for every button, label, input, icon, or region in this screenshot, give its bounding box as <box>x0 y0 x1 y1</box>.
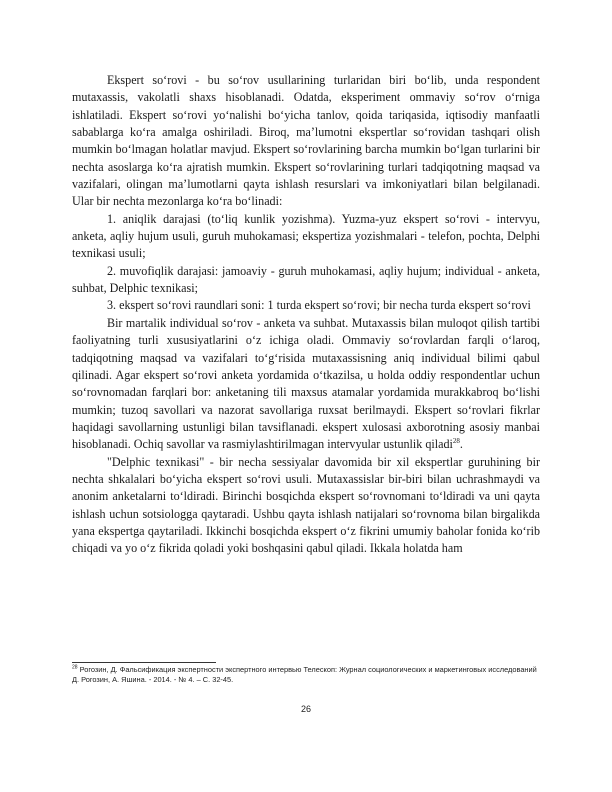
footnote-divider <box>72 662 216 663</box>
paragraph-text: Bir martalik individual so‘rov - anketa va suhbat. Mutaxassis bilan muloqot qilish tartibi faoliyatning turli xususiyatlarini o‘z ichiga oladi. Ommaviy so‘rovlardan farqli o‘laroq, tadqiqotning maqsad va vazifalari to‘g‘risida mutaxassisning aniq individual bilimi qabul qilinadi. Agar ekspert so‘rovi anketa yordamida o‘tkazilsa, u holda oddiy respondentlar uchun so‘rovnomadan farqlari bor: anketaning tili maxsus atamalar yordamida murakkabroq bo‘lishi mumkin; tuzoq savollari va nazorat savollariga ruxsat berilmaydi. Ekspert so‘rovlari fikrlar haqidagi savollarning ustunligi bilan tavsiflanadi. ekspert xulosasi axborotning asosiy manbai hisoblanadi. Ochiq savollar va rasmiylashtirilmagan intervyular ustunlik qiladi <box>72 315 540 452</box>
paragraph-end: . <box>459 437 463 452</box>
page-body <box>72 72 540 558</box>
footnote <box>72 665 540 686</box>
paragraph-expert-survey: Ekspert so‘rovi - bu so‘rov usullarining turlaridan biri bo‘lib, unda respondent mutaxassis, vakolatli shaxs hisoblanadi. Odatda, eksperiment ommaviy so‘rov o‘rniga ishlatiladi. Ekspert so‘rovi yo‘nalishi bo‘yicha tanlov, qoida tariqasida, iqtisodiy manfaatli sabablarga ko‘ra amalga oshiriladi. Biroq, ma’lumotni ekspertlar so‘rovidan tashqari olish mumkin bo‘lmagan holatlar mavjud. Ekspert so‘rovlarining barcha mumkin bo‘lgan turlarini bir nechta asoslarga ko‘ra ajratish mumkin. Ekspert so‘rovlarining turlari tadqiqotning maqsad va vazifalari, olingan ma’lumotlarni qayta ishlash resurslari va imkoniyatlari bilan belgilanadi. Ular bir nechta mezonlarga ko‘ra bo‘linadi: <box>72 73 540 209</box>
footnote-ref[interactable]: 28 <box>452 437 460 446</box>
footnote-number: 28 <box>72 664 78 671</box>
list-item-1: 1. aniqlik darajasi (to‘liq kunlik yozishma). Yuzma-yuz ekspert so‘rovi - intervyu, anketa, aqliy hujum usuli, guruh muhokamasi; ekspertiza yozishmalari - telefon, pochta, Delphi texnikasi usuli; <box>72 211 540 261</box>
footnote-text: Рогозин, Д. Фальсификация экспертности экспертного интервью Телескоп: Журнал социологических и маркетинговых исследований Д. Рогозин, А. Яшина. - 2014. - № 4. – С. 32-45. <box>72 665 537 685</box>
paragraph-individual-survey <box>72 315 540 454</box>
list-item-2: 2. muvofiqlik darajasi: jamoaviy - guruh muhokamasi, aqliy hujum; individual - anketa, suhbat, Delphic texnikasi; <box>72 263 540 296</box>
page-number: 26 <box>300 704 311 714</box>
list-item-3: 3. ekspert so‘rovi raundlari soni: 1 turda ekspert so‘rovi; bir necha turda ekspert so‘rovi <box>107 298 531 313</box>
paragraph-delphic: "Delphic texnikasi" - bir necha sessiyalar davomida bir xil ekspertlar guruhining bir nechta shkalalari bo‘yicha ekspert so‘rovi usuli. Mutaxassislar bir-biri bilan uchrashmaydi va anonim anketalarni to‘ldiradi. Birinchi bosqichda ekspert so‘rovnomani to‘ldiradi va uni qayta ishlash uchun sotsiologga qaytaradi. Ushbu qayta ishlash natijalari so‘rovnoma bilan birgalikda yana ekspertga qaytariladi. Ikkinchi bosqichda ekspert o‘z fikrini umumiy baholar fonida ko‘rib chiqadi va yo o‘z fikrida qoladi yoki boshqasini qabul qiladi. Ikkala holatda ham <box>72 454 540 556</box>
